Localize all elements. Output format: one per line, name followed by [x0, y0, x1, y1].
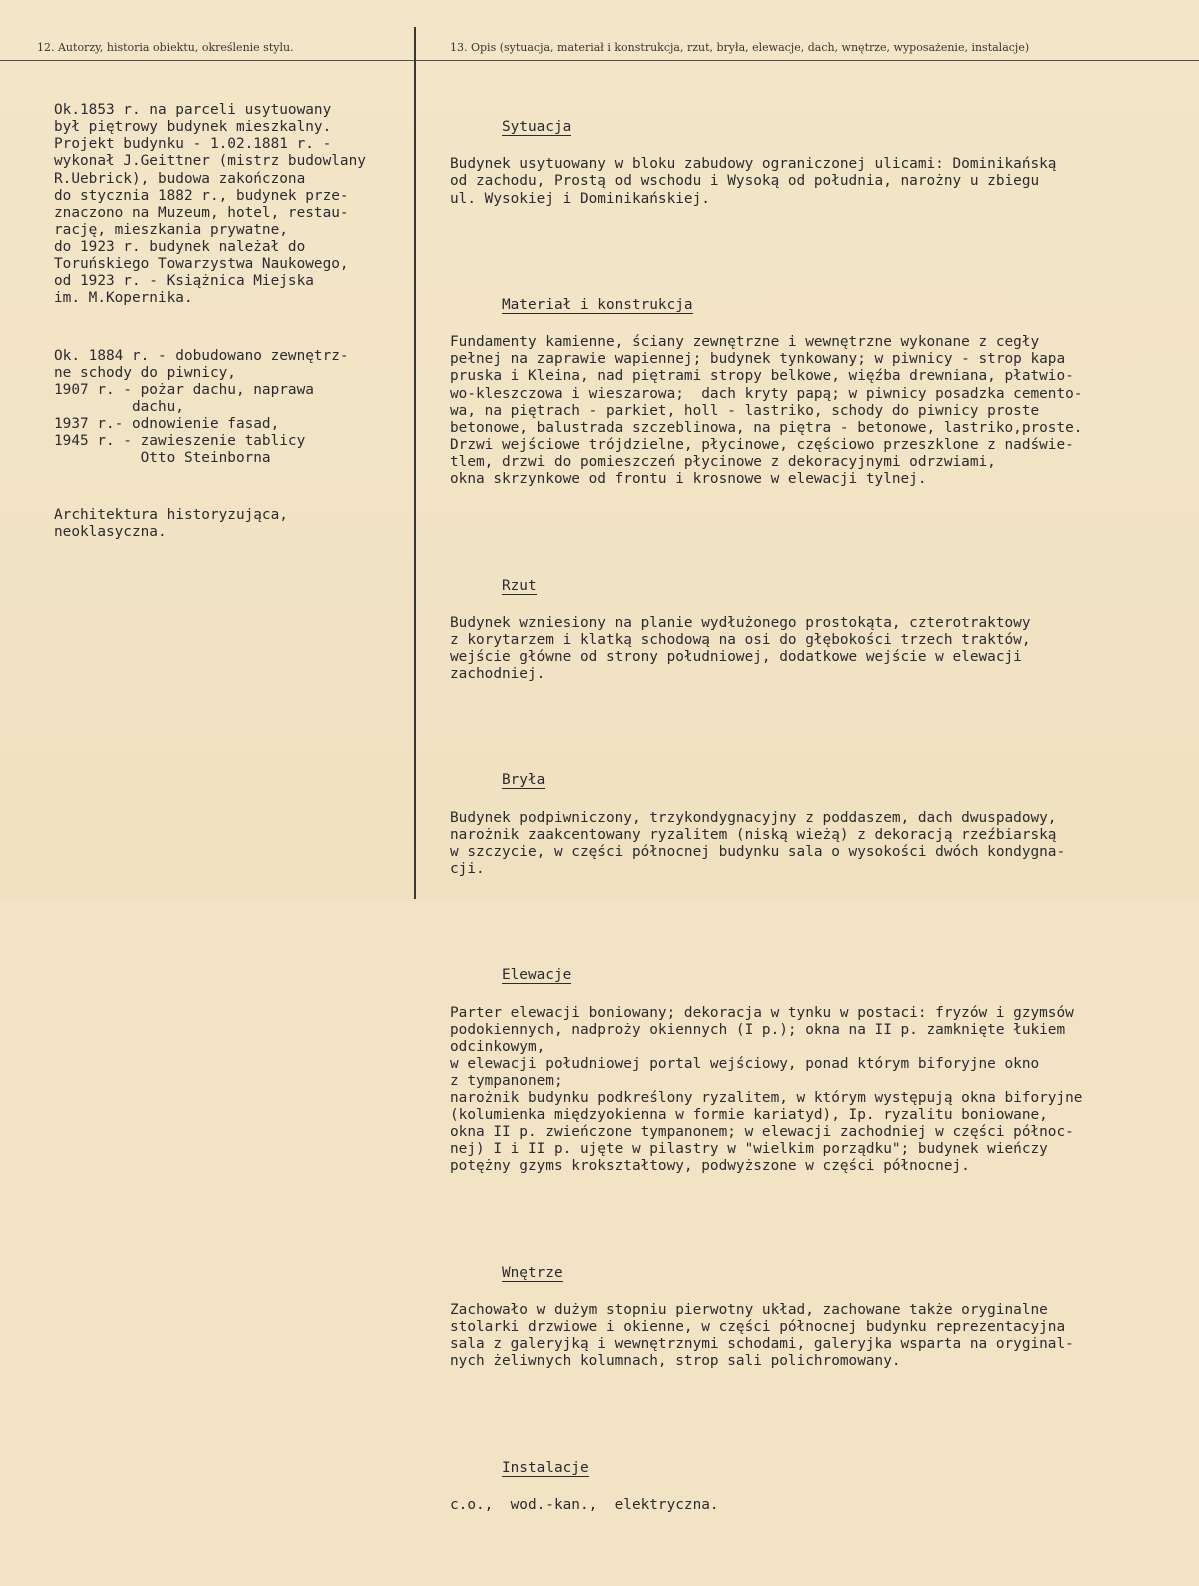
style-paragraph: Architektura historyzująca, neoklasyczna.	[54, 507, 288, 541]
section-body: Budynek usytuowany w bloku zabudowy ograniczonej ulicami: Dominikańską od zachodu, Prostą od wschodu i Wysoką od południa, narożny u zbiegu ul. Wysokiej i Dominikańskiej.	[450, 156, 1057, 207]
header-divider	[0, 60, 1199, 61]
section-heading: Instalacje	[501, 1459, 589, 1476]
right-column	[450, 68, 1185, 1586]
left-column	[54, 68, 404, 582]
right-column-header: 13. Opis (sytuacja, materiał i konstrukcja, rzut, bryła, elewacje, dach, wnętrze, wyposażenie, instalacje)	[450, 41, 1030, 54]
section-heading: Elewacje	[501, 967, 572, 984]
section-heading: Sytuacja	[501, 119, 572, 136]
history-paragraph: Ok.1853 r. na parceli usytuowany był piętrowy budynek mieszkalny. Projekt budynku - 1.02.1881 r. - wykonał J.Geittner (mistrz budowlany R.Uebrick), budowa zakończona do stycznia 1882 r., budynek prze- znaczono na Muzeum, hotel, restau- rację, mieszkania prywatne, do 1923 r. budynek należał do Toruńskiego Towarzystwa Naukowego, od 1923 r. - Książnica Miejska im. M.Kopernika.	[54, 102, 366, 307]
section-rzut	[450, 560, 1185, 717]
section-wnetrze	[450, 1248, 1185, 1405]
section-heading: Rzut	[501, 577, 537, 594]
section-heading: Materiał i konstrukcja	[501, 297, 693, 314]
section-body: Fundamenty kamienne, ściany zewnętrzne i wewnętrzne wykonane z cegły pełnej na zaprawie wapiennej; budynek tynkowany; w piwnicy - strop kapa pruska i Kleina, nad piętrami stropy belkowe, więźba drewniana, płatwio- wo-kleszczowa i wieszarowa; dach kryty papą; w piwnicy posadzka cemento- wa, na piętrach - parkiet, holl - lastriko, schody do piwnicy proste betonowe, balustrada szczeblinowa, na piętra - betonowe, lastriko,proste. Drzwi wejściowe trójdzielne, płycinowe, częściowo przeszklone z nadświe- tlem, drzwi do pomieszczeń płycinowe z dekoracyjnymi odrzwiami, okna skrzynkowe od frontu i krosnowe w elewacji tylnej.	[450, 334, 1083, 487]
section-heading: Bryła	[501, 772, 546, 789]
section-body: Parter elewacji boniowany; dekoracja w tynku w postaci: fryzów i gzymsów podokiennych, nadproży okiennych (I p.); okna na II p. zamknięte łukiem odcinkowym, w elewacji południowej portal wejściowy, ponad którym biforyjne okno z tympanonem; narożnik budynku podkreślony ryzalitem, w którym występują okna biforyjne (kolumienka międzyokienna w formie kariatyd), Ip. ryzalitu boniowane, okna II p. zwieńczone tympanonem; w elewacji zachodniej w części północ- nej) I i II p. ujęte w pilastry w "wielkim porządku"; budynek wieńczy potężny gzyms krokształtowy, podwyższone w części północnej.	[450, 1004, 1083, 1175]
left-column-header: 12. Autorzy, historia obiektu, określenie stylu.	[37, 41, 294, 54]
section-sytuacja	[450, 102, 1185, 242]
column-divider	[414, 27, 416, 899]
section-body: c.o., wod.-kan., elektryczna.	[450, 1496, 719, 1513]
section-body: Budynek podpiwniczony, trzykondygnacyjny z poddaszem, dach dwuspadowy, narożnik zaakcentowany ryzalitem (niską wieżą) z dekoracją rzeźbiarską w szczycie, w części północnej budynku sala o wysokości dwóch kondygna- cji.	[450, 809, 1066, 877]
section-body: Budynek wzniesiony na planie wydłużonego prostokąta, czterotraktowy z korytarzem i klatką schodową na osi do głębokości trzech traktów, wejście główne od strony południowej, dodatkowe wejście w elewacji zachodniej.	[450, 614, 1031, 682]
section-instalacje	[450, 1443, 1185, 1548]
section-elewacje	[450, 950, 1185, 1209]
section-body: Zachowało w dużym stopniu pierwotny układ, zachowane także oryginalne stolarki drzwiowe i okienne, w części północnej budynku reprezentacyjna sala z galeryjką i wewnętrznymi schodami, galeryjka wsparta na oryginal- nych żeliwnych kolumnach, strop sali polichromowany.	[450, 1302, 1074, 1370]
timeline-paragraph: Ok. 1884 r. - dobudowano zewnętrz- ne schody do piwnicy, 1907 r. - pożar dachu, naprawa dachu, 1937 r.- odnowienie fasad, 1945 r. - zawieszenie tablicy Otto Steinborna	[54, 347, 349, 467]
section-heading: Wnętrze	[501, 1264, 563, 1281]
section-material	[450, 280, 1185, 522]
section-bryla	[450, 755, 1185, 912]
